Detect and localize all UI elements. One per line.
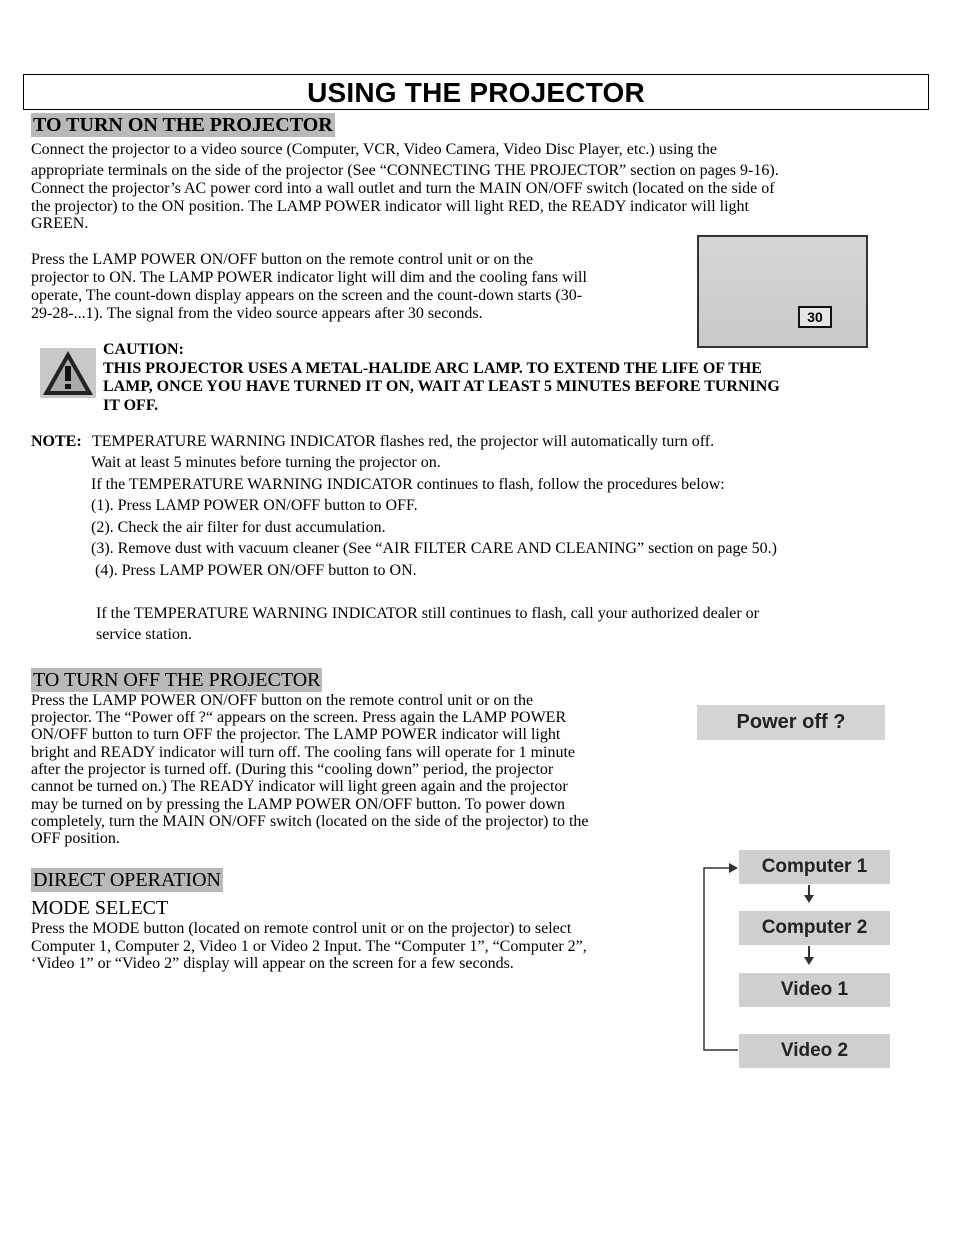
text-line: completely, turn the MAIN ON/OFF switch (located on the side of the projector) to the	[31, 813, 589, 830]
text-line: Press the LAMP POWER ON/OFF button on the remote control unit or on the	[31, 251, 534, 268]
note-line: If the TEMPERATURE WARNING INDICATOR continues to flash, follow the procedures below:	[91, 476, 725, 493]
note-line: (4). Press LAMP POWER ON/OFF button to ON.	[91, 562, 417, 579]
mode-video-1: Video 1	[739, 973, 890, 1007]
text-line: ‘Video 1” or “Video 2” display will appear on the screen for a few seconds.	[31, 955, 514, 972]
mode-select-subheading: MODE SELECT	[31, 897, 169, 919]
text-line: 29-28-...1). The signal from the video source appears after 30 seconds.	[31, 305, 483, 322]
text-line: ON/OFF button to turn OFF the projector. The LAMP POWER indicator will light	[31, 726, 561, 743]
note-label: NOTE:	[31, 433, 82, 450]
power-off-osd	[697, 705, 885, 740]
text-line: Computer 1, Computer 2, Video 1 or Video 2 Input. The “Computer 1”, “Computer 2”,	[31, 938, 587, 955]
text-line: operate, The count-down display appears on the screen and the count-down starts (30-	[31, 287, 583, 304]
page-title: USING THE PROJECTOR	[307, 77, 645, 108]
direct-operation-heading: DIRECT OPERATION	[33, 869, 221, 891]
mode-computer-2: Computer 2	[739, 911, 890, 945]
note-final-line: If the TEMPERATURE WARNING INDICATOR still continues to flash, call your authorized dealer or	[96, 605, 759, 622]
text-line: may be turned on by pressing the LAMP POWER ON/OFF button. To power down	[31, 796, 565, 813]
text-line: Connect the projector to a video source (Computer, VCR, Video Camera, Video Disc Player, etc.) using the	[31, 141, 717, 158]
text-line: projector to ON. The LAMP POWER indicator light will dim and the cooling fans will	[31, 269, 587, 286]
turn-off-heading: TO TURN OFF THE PROJECTOR	[33, 669, 321, 691]
arrow-line	[808, 885, 810, 895]
mode-computer-1: Computer 1	[739, 850, 890, 884]
text-line: Press the MODE button (located on remote control unit or on the projector) to select	[31, 920, 572, 937]
mode-video-2: Video 2	[739, 1034, 890, 1068]
note-line: (2). Check the air filter for dust accumulation.	[91, 519, 386, 536]
title-box	[23, 74, 929, 110]
text-line: Press the LAMP POWER ON/OFF button on the remote control unit or on the	[31, 692, 534, 709]
caution-line: LAMP, ONCE YOU HAVE TURNED IT ON, WAIT AT LEAST 5 MINUTES BEFORE TURNING	[103, 378, 780, 395]
arrow-down-icon	[804, 895, 814, 903]
text-line: bright and READY indicator will turn off. The cooling fans will operate for 1 minute	[31, 744, 576, 761]
text-line: after the projector is turned off. (During this “cooling down” period, the projector	[31, 761, 554, 778]
text-line: OFF position.	[31, 830, 120, 847]
text-line: appropriate terminals on the side of the projector (See “CONNECTING THE PROJECTOR” section on pages 9-16).	[31, 162, 779, 179]
note-first-line: TEMPERATURE WARNING INDICATOR flashes red, the projector will automatically turn off.	[92, 433, 715, 450]
text-line: the projector) to the ON position. The LAMP POWER indicator will light RED, the READY indicator will light	[31, 198, 749, 215]
caution-title: CAUTION:	[103, 341, 184, 358]
caution-line: THIS PROJECTOR USES A METAL-HALIDE ARC LAMP. TO EXTEND THE LIFE OF THE	[103, 360, 762, 377]
warning-triangle-icon	[40, 348, 96, 398]
text-line: Connect the projector’s AC power cord into a wall outlet and turn the MAIN ON/OFF switch (located on the side of	[31, 180, 775, 197]
cycle-return-arrow	[700, 860, 742, 1055]
power-off-osd-label: Power off ?	[736, 711, 846, 733]
note-final-line: service station.	[96, 626, 192, 643]
note-line: Wait at least 5 minutes before turning the projector on.	[91, 454, 441, 471]
turn-on-heading: TO TURN ON THE PROJECTOR	[33, 114, 333, 136]
countdown-display: 30	[798, 306, 832, 328]
countdown-screen-image	[697, 235, 868, 348]
note-line: (3). Remove dust with vacuum cleaner (See “AIR FILTER CARE AND CLEANING” section on page 50.)	[91, 540, 777, 557]
note-line: (1). Press LAMP POWER ON/OFF button to OFF.	[91, 497, 418, 514]
text-line: GREEN.	[31, 215, 89, 232]
text-line: cannot be turned on.) The READY indicator will light green again and the projector	[31, 778, 568, 795]
caution-line: IT OFF.	[103, 397, 159, 414]
arrow-down-icon	[804, 957, 814, 965]
text-line: projector. The “Power off ?“ appears on the screen. Press again the LAMP POWER	[31, 709, 567, 726]
